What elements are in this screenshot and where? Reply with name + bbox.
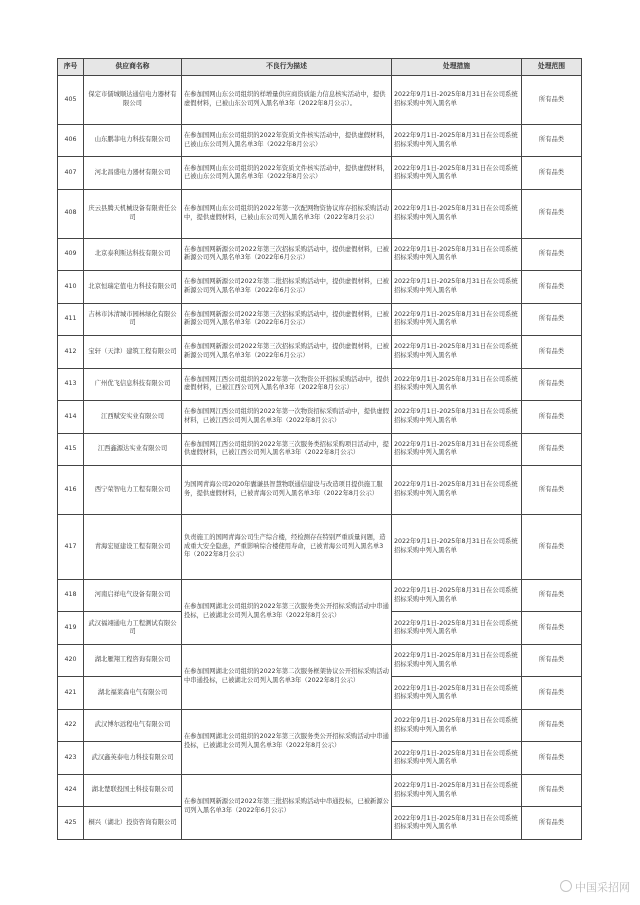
row-number: 414 (58, 401, 84, 434)
violation-description: 在参加国网新源公司2022年第三批招标采购活动中串通投标，已被新源公司列入黑名单3年（2022年6月公示） (182, 774, 392, 839)
row-number: 405 (58, 76, 84, 125)
supplier-name: 青海宏厦建设工程有限公司 (84, 514, 182, 579)
supplier-name: 武汉福翊通电力工程测试有限公司 (84, 612, 182, 645)
penalty-scope: 所有品类 (522, 466, 582, 515)
violation-description: 在参加国网湖北公司组织的2022年第三次服务类公开招标采购活动中串通投标，已被湖北公司列入黑名单3年（2022年8月公示） (182, 709, 392, 774)
table-row (58, 336, 582, 369)
penalty-measure: 2022年9月1日-2025年8月31日在公司系统招标采购中列入黑名单 (392, 401, 522, 434)
penalty-scope: 所有品类 (522, 303, 582, 336)
table-row (58, 76, 582, 125)
penalty-scope: 所有品类 (522, 336, 582, 369)
table-row (58, 514, 582, 579)
header-supplier: 供应商名称 (84, 59, 182, 76)
supplier-name: 北京恒瑞定值电力科技有限公司 (84, 271, 182, 304)
penalty-measure: 2022年9月1日-2025年8月31日在公司系统招标采购中列入黑名单 (392, 76, 522, 125)
row-number: 423 (58, 742, 84, 775)
table-row (58, 157, 582, 190)
row-number: 420 (58, 644, 84, 677)
penalty-measure: 2022年9月1日-2025年8月31日在公司系统招标采购中列入黑名单 (392, 579, 522, 612)
penalty-scope: 所有品类 (522, 401, 582, 434)
penalty-scope: 所有品类 (522, 644, 582, 677)
table-row (58, 271, 582, 304)
row-number: 418 (58, 579, 84, 612)
row-number: 411 (58, 303, 84, 336)
table-row (58, 466, 582, 515)
penalty-measure: 2022年9月1日-2025年8月31日在公司系统招标采购中列入黑名单 (392, 612, 522, 645)
penalty-measure: 2022年9月1日-2025年8月31日在公司系统招标采购中列入黑名单 (392, 157, 522, 190)
header-no: 序号 (58, 59, 84, 76)
penalty-scope: 所有品类 (522, 238, 582, 271)
penalty-scope: 所有品类 (522, 709, 582, 742)
penalty-measure: 2022年9月1日-2025年8月31日在公司系统招标采购中列入黑名单 (392, 336, 522, 369)
watermark-text: 中国采招网 (575, 881, 630, 894)
penalty-scope: 所有品类 (522, 189, 582, 238)
row-number: 416 (58, 466, 84, 515)
supplier-name: 吉林市沐清城市园林绿化有限公司 (84, 303, 182, 336)
row-number: 407 (58, 157, 84, 190)
penalty-scope: 所有品类 (522, 774, 582, 807)
row-number: 406 (58, 124, 84, 157)
violation-description: 在参加国网湖北公司组织的2022年第三次服务类公开招标采购活动中串通投标，已被湖北公司列入黑名单3年（2022年8月公示） (182, 579, 392, 644)
table-row (58, 124, 582, 157)
penalty-measure: 2022年9月1日-2025年8月31日在公司系统招标采购中列入黑名单 (392, 677, 522, 710)
penalty-scope: 所有品类 (522, 76, 582, 125)
header-scope: 处理范围 (522, 59, 582, 76)
penalty-measure: 2022年9月1日-2025年8月31日在公司系统招标采购中列入黑名单 (392, 238, 522, 271)
table-body (58, 76, 582, 840)
row-number: 412 (58, 336, 84, 369)
supplier-name: 湖北雁翔工程咨询有限公司 (84, 644, 182, 677)
penalty-measure: 2022年9月1日-2025年8月31日在公司系统招标采购中列入黑名单 (392, 271, 522, 304)
violation-description: 在参加国网新源公司2022年第二批招标采购活动中，提供虚假材料，已被新源公司列入黑名单3年（2022年6月公示） (182, 271, 392, 304)
penalty-scope: 所有品类 (522, 612, 582, 645)
violation-description: 在参加国网江西公司组织的2022年第一次物资公开招标采购活动中，提供虚假材料，已被江西公司列入黑名单3年（2022年8月公示） (182, 368, 392, 401)
penalty-scope: 所有品类 (522, 807, 582, 840)
violation-description: 为国网青海公司2020年囊谦县智慧物联通信建设与改造项目提供施工服务，提供虚假材料，已被青海公司列入黑名单3年（2022年8月公示） (182, 466, 392, 515)
violation-description: 在参加国网山东公司组织的2022年资质文件核实活动中，提供虚假材料，已被山东公司列入黑名单3年（2022年8月公示） (182, 157, 392, 190)
penalty-measure: 2022年9月1日-2025年8月31日在公司系统招标采购中列入黑名单 (392, 807, 522, 840)
row-number: 410 (58, 271, 84, 304)
supplier-name: 江西鑫源达实业有限公司 (84, 433, 182, 466)
penalty-scope: 所有品类 (522, 433, 582, 466)
table-row (58, 644, 582, 677)
penalty-scope: 所有品类 (522, 368, 582, 401)
supplier-blacklist-table (57, 58, 582, 840)
row-number: 424 (58, 774, 84, 807)
penalty-measure: 2022年9月1日-2025年8月31日在公司系统招标采购中列入黑名单 (392, 709, 522, 742)
violation-description: 在参加国网山东公司组织的样增量供应商资质能力信息核实活动中，提供虚假材料，已被山东公司列入黑名单3年（2022年8月公示）。 (182, 76, 392, 125)
penalty-measure: 2022年9月1日-2025年8月31日在公司系统招标采购中列入黑名单 (392, 644, 522, 677)
penalty-scope: 所有品类 (522, 677, 582, 710)
penalty-scope: 所有品类 (522, 579, 582, 612)
supplier-name: 北京泰利斯达科技有限公司 (84, 238, 182, 271)
violation-description: 在参加国网湖北公司组织的2022年第二次服务框架协议公开招标采购活动中串通投标，已被湖北公司列入黑名单3年（2022年8月公示） (182, 644, 392, 709)
table-header-row (58, 59, 582, 76)
supplier-name: 保定市儒城顺达通信电力器材有限公司 (84, 76, 182, 125)
penalty-scope: 所有品类 (522, 157, 582, 190)
penalty-measure: 2022年9月1日-2025年8月31日在公司系统招标采购中列入黑名单 (392, 303, 522, 336)
table-row (58, 238, 582, 271)
supplier-name: 湖北楚联投国土科技有限公司 (84, 774, 182, 807)
row-number: 408 (58, 189, 84, 238)
row-number: 415 (58, 433, 84, 466)
violation-description: 在参加国网山东公司组织的2022年第一次配网物资协议库存招标采购活动中，提供虚假材料，已被山东公司列入黑名单3年（2022年8月公示） (182, 189, 392, 238)
supplier-name: 西宁荣智电力工程有限公司 (84, 466, 182, 515)
penalty-measure: 2022年9月1日-2025年8月31日在公司系统招标采购中列入黑名单 (392, 433, 522, 466)
supplier-name: 山东鹏菲电力科技有限公司 (84, 124, 182, 157)
row-number: 413 (58, 368, 84, 401)
table-row (58, 303, 582, 336)
supplier-name: 河南启祥电气设备有限公司 (84, 579, 182, 612)
supplier-name: 江西赋安实业有限公司 (84, 401, 182, 434)
table-row (58, 189, 582, 238)
watermark-logo-icon (560, 880, 572, 892)
table-row (58, 368, 582, 401)
violation-description: 负责施工的国网青海公司生产综合楼，经检测存在特别严重质量问题，造成重大安全隐患，严重影响综合楼使用寿命，已被青海公司列入黑名单3年（2022年8月公示） (182, 514, 392, 579)
violation-description: 在参加国网新源公司2022年第三次招标采购活动中，提供虚假材料，已被新源公司列入黑名单3年（2022年6月公示） (182, 303, 392, 336)
row-number: 409 (58, 238, 84, 271)
supplier-name: 武汉鑫英泰电力科技有限公司 (84, 742, 182, 775)
penalty-measure: 2022年9月1日-2025年8月31日在公司系统招标采购中列入黑名单 (392, 514, 522, 579)
header-measure: 处理措施 (392, 59, 522, 76)
penalty-measure: 2022年9月1日-2025年8月31日在公司系统招标采购中列入黑名单 (392, 466, 522, 515)
penalty-scope: 所有品类 (522, 514, 582, 579)
supplier-name: 广州优飞信息科技有限公司 (84, 368, 182, 401)
row-number: 422 (58, 709, 84, 742)
table-row (58, 433, 582, 466)
supplier-name: 桐兴（湖北）投资咨询有限公司 (84, 807, 182, 840)
penalty-measure: 2022年9月1日-2025年8月31日在公司系统招标采购中列入黑名单 (392, 189, 522, 238)
violation-description: 在参加国网江西公司组织的2022年第三次服务类招标采购项目活动中，提供虚假材料，已被江西公司列入黑名单3年（2022年8月公示） (182, 433, 392, 466)
table-row (58, 579, 582, 612)
table-row (58, 401, 582, 434)
violation-description: 在参加国网新源公司2022年第三次招标采购活动中，提供虚假材料，已被新源公司列入黑名单3年（2022年6月公示） (182, 336, 392, 369)
row-number: 419 (58, 612, 84, 645)
violation-description: 在参加国网山东公司组织的2022年资质文件核实活动中，提供虚假材料，已被山东公司列入黑名单3年（2022年8月公示） (182, 124, 392, 157)
table-row (58, 709, 582, 742)
penalty-measure: 2022年9月1日-2025年8月31日在公司系统招标采购中列入黑名单 (392, 368, 522, 401)
penalty-measure: 2022年9月1日-2025年8月31日在公司系统招标采购中列入黑名单 (392, 742, 522, 775)
supplier-name: 湖北福莱森电气有限公司 (84, 677, 182, 710)
supplier-name: 庆云县腾天机械设备有限责任公司 (84, 189, 182, 238)
row-number: 417 (58, 514, 84, 579)
penalty-measure: 2022年9月1日-2025年8月31日在公司系统招标采购中列入黑名单 (392, 774, 522, 807)
row-number: 425 (58, 807, 84, 840)
violation-description: 在参加国网江西公司组织的2022年第一次物资招标采购活动中，提供虚假材料，已被江西公司列入黑名单3年（2022年8月公示） (182, 401, 392, 434)
supplier-name: 宝轩（天津）建筑工程有限公司 (84, 336, 182, 369)
supplier-name: 河北昌盛电力器材有限公司 (84, 157, 182, 190)
penalty-scope: 所有品类 (522, 271, 582, 304)
header-description: 不良行为描述 (182, 59, 392, 76)
watermark (560, 879, 630, 895)
penalty-measure: 2022年9月1日-2025年8月31日在公司系统招标采购中列入黑名单 (392, 124, 522, 157)
penalty-scope: 所有品类 (522, 742, 582, 775)
violation-description: 在参加国网新源公司2022年第三次招标采购活动中，提供虚假材料，已被新源公司列入黑名单3年（2022年6月公示） (182, 238, 392, 271)
row-number: 421 (58, 677, 84, 710)
table-row (58, 774, 582, 807)
supplier-name: 武汉博尔远程电气有限公司 (84, 709, 182, 742)
penalty-scope: 所有品类 (522, 124, 582, 157)
